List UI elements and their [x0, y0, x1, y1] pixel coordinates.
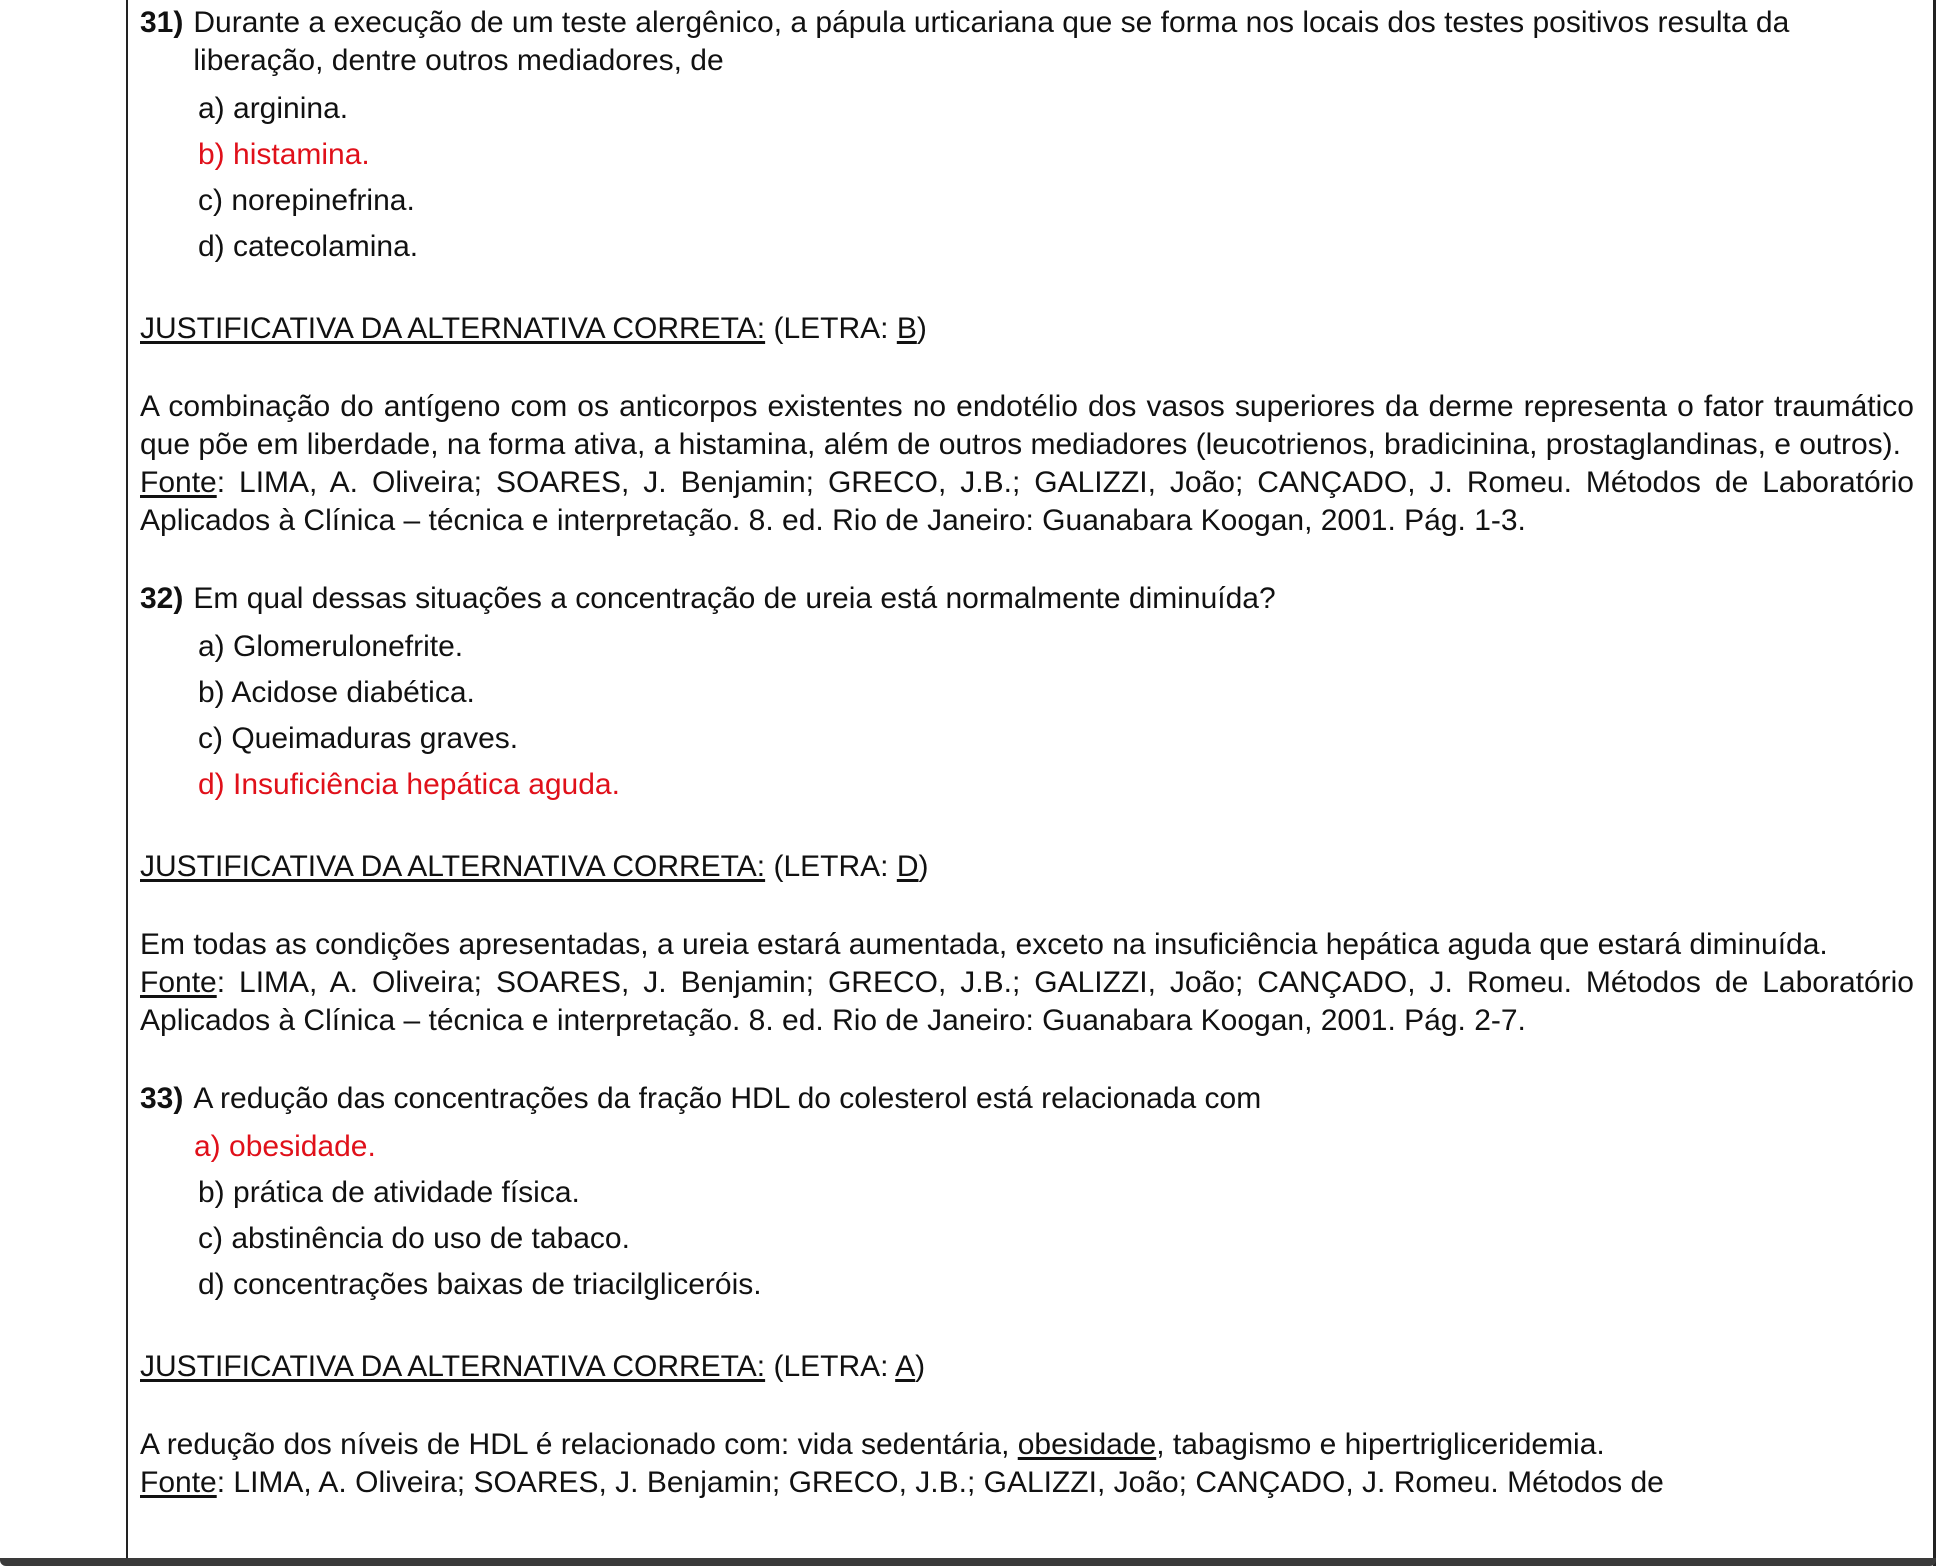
source-label: Fonte	[140, 1466, 217, 1499]
option-c: c) abstinência do uso de tabaco.	[198, 1222, 630, 1255]
source-label: Fonte	[140, 966, 217, 999]
letter-prefix: (LETRA:	[773, 1350, 896, 1383]
question-number: 33)	[140, 1082, 184, 1115]
justification-label: JUSTIFICATIVA DA ALTERNATIVA CORRETA:	[140, 850, 766, 883]
option-b: b) Acidose diabética.	[198, 676, 475, 709]
option-c: c) norepinefrina.	[198, 184, 415, 217]
source-label: Fonte	[140, 466, 217, 499]
option-a-correct: a) obesidade.	[194, 1130, 376, 1163]
correct-letter: B	[896, 312, 917, 345]
source-text: : LIMA, A. Oliveira; SOARES, J. Benjamin; GRECO, J.B.; GALIZZI, João; CANÇADO, J. Romeu. Métodos de Laboratório Aplicados à Clínica – técnica e interpretação. 8. ed. Rio de Janeiro: Guanabara Koogan, 2001. Pág. 2-7.	[140, 966, 1914, 1037]
question-stem	[140, 580, 1914, 618]
option-c: c) Queimaduras graves.	[198, 722, 519, 755]
justification-heading	[140, 310, 1914, 348]
justification-label: JUSTIFICATIVA DA ALTERNATIVA CORRETA:	[140, 1350, 766, 1383]
source-text: : LIMA, A. Oliveira; SOARES, J. Benjamin; GRECO, J.B.; GALIZZI, João; CANÇADO, J. Romeu. Métodos de Laboratório Aplicados à Clínica – técnica e interpretação. 8. ed. Rio de Janeiro: Guanabara Koogan, 2001. Pág. 1-3.	[140, 466, 1914, 537]
options-list	[194, 1124, 1914, 1308]
correct-letter: A	[895, 1350, 916, 1383]
letter-suffix: )	[915, 1350, 926, 1383]
justification-heading	[140, 848, 1914, 886]
option-d-correct: d) Insuficiência hepática aguda.	[198, 768, 620, 801]
option-a: a) Glomerulonefrite.	[198, 630, 464, 663]
question-text: Durante a execução de um teste alergênico, a pápula urticariana que se forma nos locais dos testes positivos resulta da liberação, dentre outros mediadores, de	[193, 6, 1790, 77]
explanation	[140, 388, 1914, 464]
justification-label: JUSTIFICATIVA DA ALTERNATIVA CORRETA:	[140, 312, 766, 345]
document-content	[140, 4, 1914, 1542]
source-text: : LIMA, A. Oliveira; SOARES, J. Benjamin; GRECO, J.B.; GALIZZI, João; CANÇADO, J. Romeu. Métodos de	[216, 1466, 1664, 1499]
question-block	[140, 4, 1914, 540]
source-citation	[140, 964, 1914, 1040]
question-stem	[140, 1080, 1914, 1118]
explanation-text-after: , tabagismo e hipertrigliceridemia.	[1156, 1428, 1605, 1461]
question-number: 31)	[140, 6, 184, 39]
explanation-text: A combinação do antígeno com os anticorpos existentes no endotélio dos vasos superiores da derme representa o fator traumático que põe em liberdade, na forma ativa, a histamina, além de outros mediadores (leucotrienos, bradicinina, prostaglandinas, e outros).	[140, 390, 1914, 461]
correct-letter: D	[896, 850, 919, 883]
page-bottom-edge	[0, 1558, 1936, 1566]
source-citation	[140, 1464, 1914, 1502]
letter-prefix: (LETRA:	[773, 850, 897, 883]
option-d: d) concentrações baixas de triacilgliceróis.	[198, 1268, 762, 1301]
question-text: Em qual dessas situações a concentração de ureia está normalmente diminuída?	[193, 582, 1276, 615]
justification-heading	[140, 1348, 1914, 1386]
letter-suffix: )	[918, 850, 929, 883]
letter-prefix: (LETRA:	[773, 312, 897, 345]
table-left-border	[126, 0, 128, 1566]
letter-suffix: )	[916, 312, 927, 345]
option-b-correct: b) histamina.	[198, 138, 370, 171]
explanation-text: A redução dos níveis de HDL é relacionado com: vida sedentária,	[140, 1428, 1018, 1461]
explanation-text: Em todas as condições apresentadas, a ureia estará aumentada, exceto na insuficiência hepática aguda que estará diminuída.	[140, 928, 1828, 961]
options-list	[198, 624, 1914, 808]
question-block	[140, 1080, 1914, 1502]
question-stem	[140, 4, 1914, 80]
explanation	[140, 926, 1914, 964]
question-text: A redução das concentrações da fração HDL do colesterol está relacionada com	[193, 1082, 1262, 1115]
question-block	[140, 580, 1914, 1040]
question-number: 32)	[140, 582, 184, 615]
option-d: d) catecolamina.	[198, 230, 419, 263]
explanation	[140, 1426, 1914, 1464]
option-b: b) prática de atividade física.	[198, 1176, 580, 1209]
option-a: a) arginina.	[198, 92, 349, 125]
options-list	[198, 86, 1914, 270]
explanation-underlined: obesidade	[1017, 1428, 1157, 1461]
source-citation	[140, 464, 1914, 540]
